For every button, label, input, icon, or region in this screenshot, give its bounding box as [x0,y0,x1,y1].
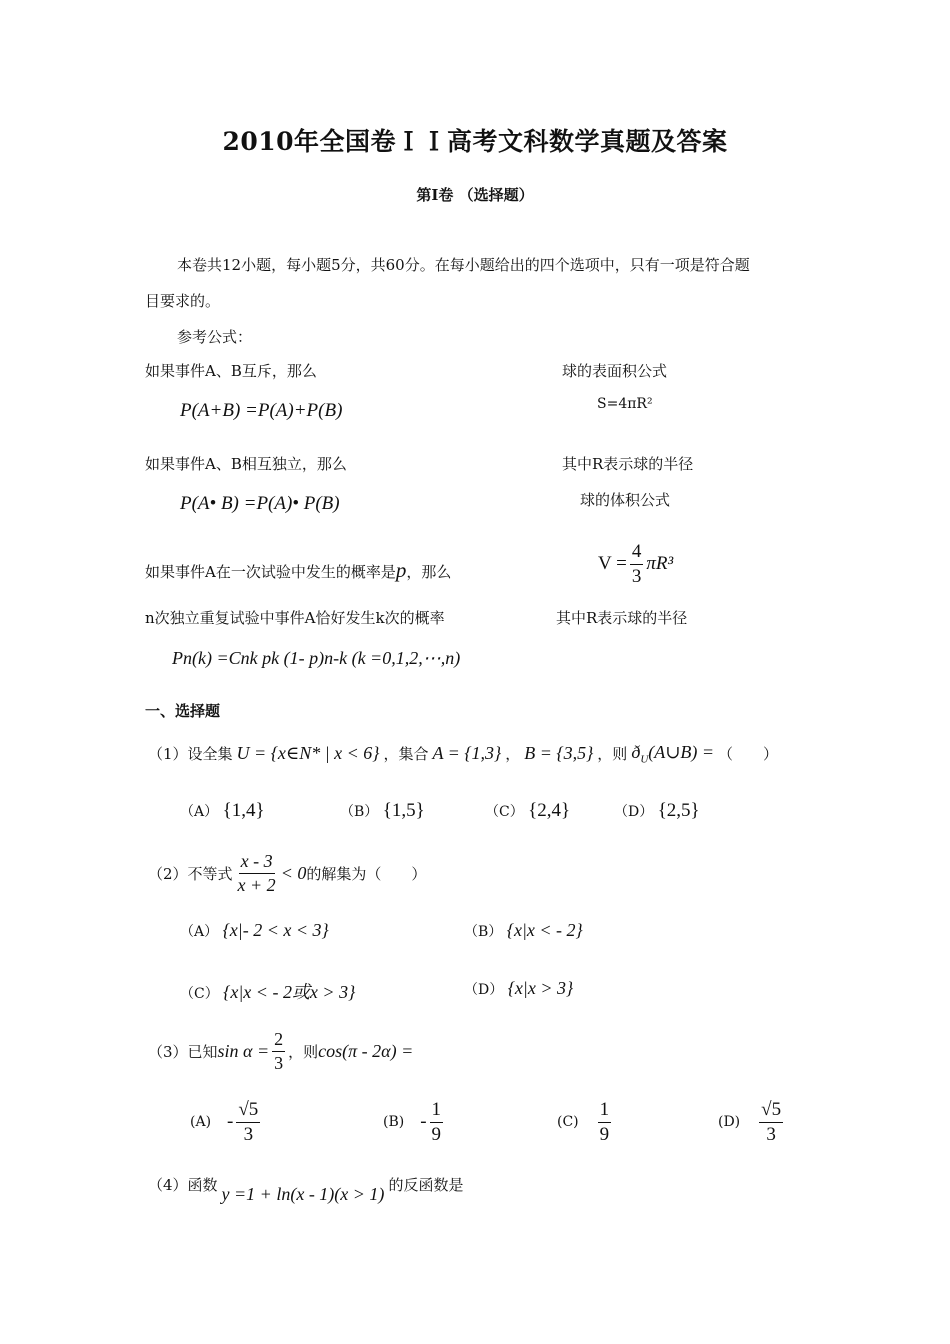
q2-label: （2）不等式 [148,864,233,883]
intro-line-1: 本卷共12小题，每小题5分，共60分。在每小题给出的四个选项中，只有一项是符合题 [177,256,750,274]
q2-relation: < 0 [280,862,307,883]
q3-option-a [190,1100,263,1145]
option-value: {2,5} [657,800,700,821]
option-label: (A) [190,1114,212,1131]
option-value: {2,4} [528,800,571,821]
exclusive-text: 如果事件A、B互斥，那么 [145,362,317,380]
q4-expression: y =1 + ln(x - 1)(x > 1) [221,1184,385,1204]
fraction-numerator: 2 [272,1030,285,1052]
q4-label: （4）函数 [148,1176,218,1194]
sphere-volume-fraction [630,542,644,587]
reference-label: 参考公式： [177,328,253,346]
exclusive-formula: P(A+B) =P(A)+P(B) [180,400,343,421]
option-sign: - [227,1111,234,1133]
option-label: （B） [340,804,379,820]
question-1 [148,742,778,766]
q3-label: （3）已知 [148,1042,218,1061]
option-value: {1,5} [382,800,425,821]
option-value: {x|x < - 2或x > 3} [223,982,356,1002]
probability-text [145,558,451,583]
q2-option-a [180,920,329,941]
option-label: （C） [485,804,524,820]
fraction-numerator: √5 [236,1100,260,1123]
sphere-volume-rhs: πR³ [646,553,674,575]
sphere-volume-formula [598,542,673,587]
q3-cos: cos(π - 2α) = [318,1040,414,1061]
sphere-volume-lhs: V = [598,553,627,575]
q1-then: ，则 [597,745,628,764]
sphere-area-formula: S=4πR² [597,396,653,412]
q1-complement-rest: (A∪B) = [648,742,714,762]
q1-complement [631,742,714,766]
option-label: （D） [464,982,504,998]
question-3 [148,1030,413,1073]
option-value: {1,4} [222,800,265,821]
option-label: (B) [383,1114,405,1131]
option-label: （A） [180,804,219,820]
q3-option-b [383,1100,446,1145]
q1-mid: ，集合 [383,745,429,764]
sphere-area-label: 球的表面积公式 [562,362,668,380]
option-label: (C) [557,1114,579,1131]
repeat-trials-text: n次独立重复试验中事件A恰好发生k次的概率 [145,609,445,627]
q3-option-c [557,1100,614,1145]
option-fraction [430,1100,444,1145]
fraction-numerator: √5 [759,1100,783,1123]
option-value: {x|x > 3} [507,978,574,998]
bernoulli-formula: Pn(k) =Cnk pk (1- p)n-k (k =0,1,2,⋯,n) [172,648,461,668]
q2-option-c [180,978,355,1004]
probability-text-b: ，那么 [406,563,452,581]
q3-option-d [718,1100,786,1145]
q1-set-b: B = {3,5} [524,743,594,764]
q2-tail: 的解集为（ ） [306,864,427,883]
option-value: {x|x < - 2} [506,920,583,940]
q1-option-b [340,800,425,822]
fraction-denominator: 3 [631,565,642,587]
option-sign: - [420,1111,427,1133]
fraction-denominator: x + 2 [237,874,276,895]
q3-then: ，则 [288,1042,319,1061]
q1-blank: （ ） [717,745,778,764]
section-heading: 一、选择题 [145,702,221,720]
q2-option-d [464,978,573,999]
q1-sep: ， [505,745,521,764]
q1-option-d [614,800,700,822]
option-label: （C） [180,986,219,1002]
fraction-numerator: 1 [430,1100,444,1123]
option-label: （D） [614,804,654,820]
q4-tail: 的反函数是 [388,1176,464,1194]
q1-label: （1）设全集 [148,745,233,764]
q1-set-a: A = {1,3} [432,743,502,764]
fraction-denominator: 9 [599,1123,610,1145]
q3-sin: sin α = [217,1040,270,1061]
radius-note-1: 其中R表示球的半径 [562,455,694,473]
q2-option-b [464,920,583,941]
question-2 [148,852,426,895]
q1-complement-sub: U [640,753,649,766]
fraction-denominator: 3 [274,1052,284,1073]
fraction-denominator: 3 [243,1123,254,1145]
q1-option-c [485,800,570,822]
q3-fraction [272,1030,285,1073]
option-label: (D) [718,1114,741,1131]
page-title: 2010年全国卷ＩＩ高考文科数学真题及答案 [222,127,728,156]
independent-text: 如果事件A、B相互独立，那么 [145,455,347,473]
fraction-numerator: 1 [598,1100,612,1123]
radius-note-2: 其中R表示球的半径 [556,609,688,627]
probability-p: p [395,558,407,582]
fraction-denominator: 9 [431,1123,442,1145]
independent-formula: P(A• B) =P(A)• P(B) [180,493,340,514]
option-fraction [236,1100,260,1145]
question-4 [148,1174,464,1204]
q1-universe: U = {x∈N* | x < 6} [236,743,380,764]
fraction-denominator: 3 [766,1123,776,1145]
option-value: {x|- 2 < x < 3} [222,920,329,940]
option-fraction [598,1100,612,1145]
probability-text-a: 如果事件A在一次试验中发生的概率是 [145,563,396,581]
intro-line-2: 目要求的。 [145,292,221,310]
q1-option-a [180,800,265,822]
q2-fraction [236,852,278,895]
sphere-volume-label: 球的体积公式 [580,491,671,509]
option-label: （B） [464,924,503,940]
q1-complement-symbol: ð [631,742,641,762]
fraction-numerator: 4 [630,542,644,565]
fraction-numerator: x - 3 [239,852,275,874]
option-fraction [759,1100,783,1145]
section-subtitle: 第Ⅰ卷 （选择题） [416,186,534,204]
option-label: （A） [180,924,219,940]
